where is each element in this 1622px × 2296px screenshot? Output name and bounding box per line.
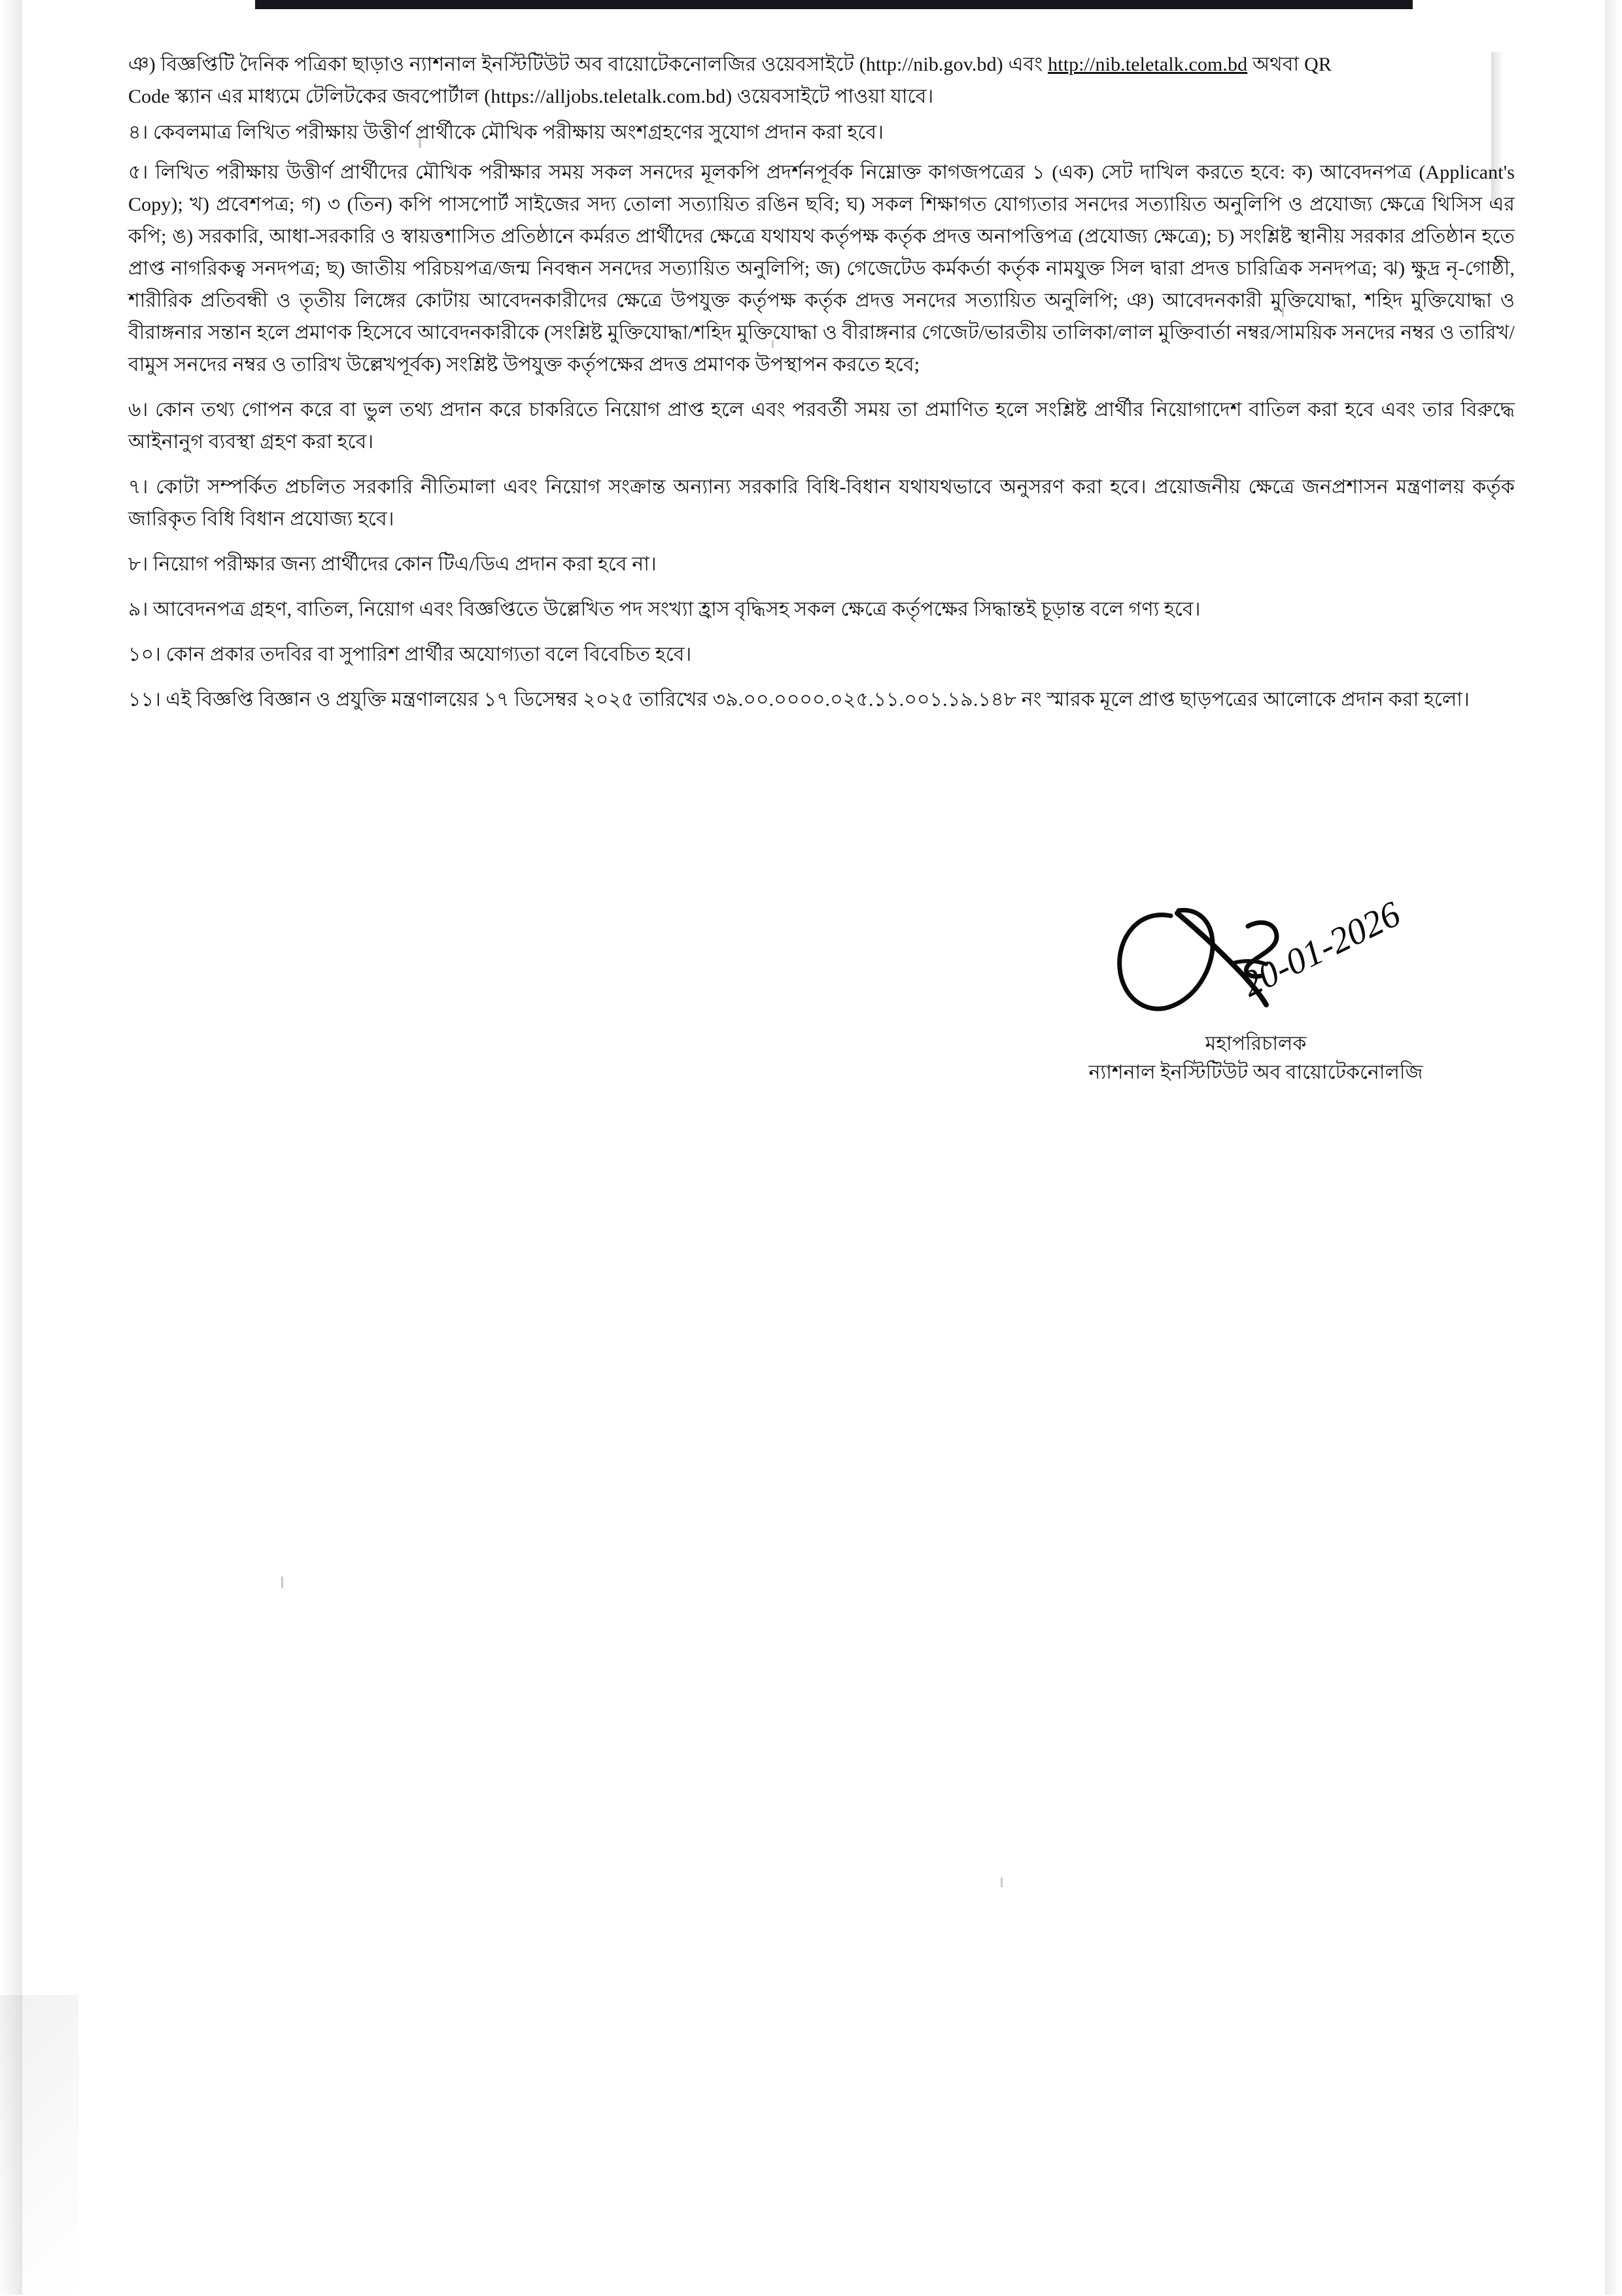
clause-6: ৬। কোন তথ্য গোপন করে বা ভুল তথ্য প্রদান করে চাকরিতে নিয়োগ প্রাপ্ত হলে এবং পরবর্তী সময় তা প্রমাণিত হলে সংশ্লিষ্ট প্রার্থীর নিয়োগাদেশ বাতিল করা হবে এবং তার বিরুদ্ধে আইনানুগ ব্যবস্থা গ্রহণ করা হবে। xyxy=(128,399,1515,453)
clause-7: ৭। কোটা সম্পর্কিত প্রচলিত সরকারি নীতিমালা এবং নিয়োগ সংক্রান্ত অন্যান্য সরকারি বিধি-বিধান যথাযথভাবে অনুসরণ করা হবে। প্রয়োজনীয় ক্ষেত্রে জনপ্রশাসন মন্ত্রণালয় কর্তৃক জারিকৃত বিধি বিধান প্রযোজ্য হবে। xyxy=(128,476,1515,530)
clause-8: ৮। নিয়োগ পরীক্ষার জন্য প্রার্থীদের কোন টিএ/ডিএ প্রদান করা হবে না। xyxy=(128,553,657,575)
scan-top-band xyxy=(255,0,1413,9)
scan-speck xyxy=(281,1576,283,1588)
scan-corner-fold xyxy=(0,1995,78,2296)
clause-nga-website: ঞ) বিজ্ঞপ্তিটি দৈনিক পত্রিকা ছাড়াও ন্যাশনাল ইনস্টিটিউট অব বায়োটেকনোলজির ওয়েবসাইটে (http://nib.gov.bd) এবং http://nib.teletalk.com.bd অথবা QR Code স্ক্যান এর মাধ্যমে টেলিটকের জবপোর্টাল (https://alljobs.teletalk.com.bd) ওয়েবসাইটে পাওয়া যাবে। xyxy=(128,54,1332,107)
clause-10: ১০। কোন প্রকার তদবির বা সুপারিশ প্রার্থীর অযোগ্যতা বলে বিবেচিত হবে। xyxy=(128,644,692,665)
teletalk-portal-link[interactable]: http://nib.teletalk.com.bd xyxy=(1048,54,1248,75)
clause-5: ৫। লিখিত পরীক্ষায় উত্তীর্ণ প্রার্থীদের মৌখিক পরীক্ষার সময় সকল সনদের মূলকপি প্রদর্শনপূর্বক নিম্নোক্ত কাগজপত্রের ১ (এক) সেট দাখিল করতে হবে: ক) আবেদনপত্র (Applicant's Copy); খ) প্রবেশপত্র; গ) ৩ (তিন) কপি পাসপোর্ট সাইজের সদ্য তোলা সত্যায়িত রঙিন ছবি; ঘ) সকল শিক্ষাগত যোগ্যতার সনদের সত্যায়িত অনুলিপি ও প্রযোজ্য ক্ষেত্রে থিসিস এর কপি; ঙ) সরকারি, আধা-সরকারি ও স্বায়ত্তশাসিত প্রতিষ্ঠানে কর্মরত প্রার্থীদের ক্ষেত্রে যথাযথ কর্তৃপক্ষ কর্তৃক প্রদত্ত অনাপত্তিপত্র (প্রযোজ্য ক্ষেত্রে); চ) সংশ্লিষ্ট স্থানীয় সরকার প্রতিষ্ঠান হতে প্রাপ্ত নাগরিকত্ব সনদপত্র; ছ) জাতীয় পরিচয়পত্র/জন্ম নিবন্ধন সনদের সত্যায়িত অনুলিপি; জ) গেজেটেড কর্মকর্তা কর্তৃক নামযুক্ত সিল দ্বারা প্রদত্ত চারিত্রিক সনদপত্র; ঝ) ক্ষুদ্র নৃ-গোষ্ঠী, শারীরিক প্রতিবন্ধী ও তৃতীয় লিঙ্গের কোটায় আবেদনকারীদের ক্ষেত্রে উপযুক্ত কর্তৃপক্ষ কর্তৃক প্রদত্ত সনদের সত্যায়িত অনুলিপি; ঞ) আবেদনকারী মুক্তিযোদ্ধা, শহিদ মুক্তিযোদ্ধা ও বীরাঙ্গনার সন্তান হলে প্রমাণক হিসেবে আবেদনকারীকে (সংশ্লিষ্ট মুক্তিযোদ্ধা/শহিদ মুক্তিযোদ্ধা ও বীরাঙ্গনার গেজেট/ভারতীয় তালিকা/লাল মুক্তিবার্তা নম্বর/সাময়িক সনদের নম্বর ও তারিখ/বামুস সনদের নম্বর ও তারিখ উল্লেখপূর্বক) সংশ্লিষ্ট উপযুক্ত কর্তৃপক্ষের প্রদত্ত প্রমাণক উপস্থাপন করতে হবে; xyxy=(128,162,1515,375)
signatory-designation: মহাপরিচালক xyxy=(1205,1033,1307,1054)
clause-11: ১১। এই বিজ্ঞপ্তি বিজ্ঞান ও প্রযুক্তি মন্ত্রণালয়ের ১৭ ডিসেম্বর ২০২৫ তারিখের ৩৯.০০.০০০০.০২৫.১১.০০১.১৯.১৪৮ নং স্মারক মূলে প্রাপ্ত ছাড়পত্রের আলোকে প্রদান করা হলো। xyxy=(128,689,1470,710)
svg-text:20-01-2026: 20-01-2026 xyxy=(1235,894,1407,1005)
scan-speck xyxy=(1001,1877,1003,1887)
clause-4: ৪। কেবলমাত্র লিখিত পরীক্ষায় উত্তীর্ণ প্রার্থীকে মৌখিক পরীক্ষায় অংশগ্রহণের সুযোগ প্রদান করা হবে। xyxy=(128,122,884,143)
scan-right-edge xyxy=(1605,0,1622,2295)
document-body xyxy=(128,48,1515,723)
signature-block xyxy=(1007,895,1504,1087)
clause-9: ৯। আবেদনপত্র গ্রহণ, বাতিল, নিয়োগ এবং বিজ্ঞপ্তিতে উল্লেখিত পদ সংখ্যা হ্রাস বৃদ্ধিসহ সকল ক্ষেত্রে কর্তৃপক্ষের সিদ্ধান্তই চূড়ান্ত বলে গণ্য হবে। xyxy=(128,599,1201,620)
signatory-organization: ন্যাশনাল ইনস্টিটিউট অব বায়োটেকনোলজি xyxy=(1088,1062,1423,1083)
scan-left-edge xyxy=(0,0,22,2295)
